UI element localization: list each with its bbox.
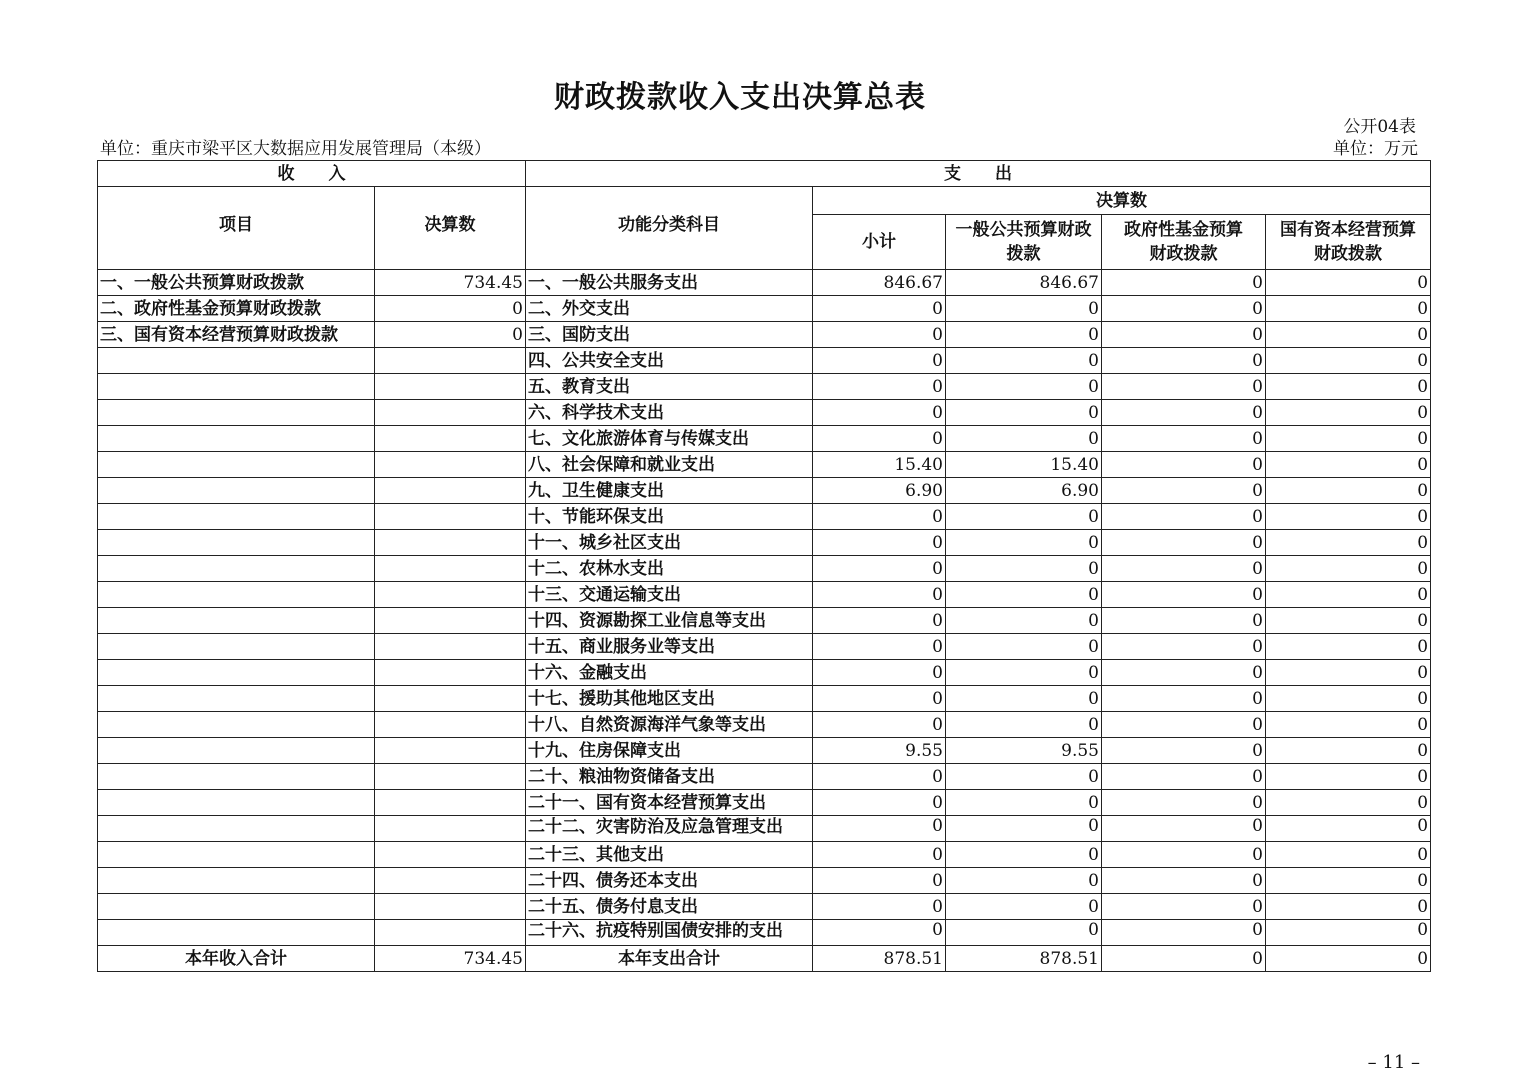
general-budget-value: 0	[946, 920, 1102, 946]
table-row	[98, 582, 1431, 608]
subtotal-value: 0	[813, 530, 946, 556]
expense-item: 十四、资源勘探工业信息等支出	[526, 608, 813, 634]
general-budget-value: 0	[946, 660, 1102, 686]
table-row	[98, 920, 1431, 946]
state-capital-value: 0	[1266, 270, 1431, 296]
income-amount	[375, 686, 526, 712]
subtotal-value: 0	[813, 868, 946, 894]
gov-fund-value: 0	[1102, 374, 1266, 400]
income-item: 一、一般公共预算财政拨款	[98, 270, 375, 296]
general-budget-value: 0	[946, 530, 1102, 556]
income-amount	[375, 712, 526, 738]
table-row	[98, 608, 1431, 634]
expense-item: 十三、交通运输支出	[526, 582, 813, 608]
subtotal-value: 0	[813, 894, 946, 920]
table-row	[98, 322, 1431, 348]
table-row	[98, 374, 1431, 400]
table-row	[98, 426, 1431, 452]
income-amount	[375, 348, 526, 374]
subtotal-value: 0	[813, 790, 946, 816]
income-amount	[375, 452, 526, 478]
item-header: 项目	[98, 187, 375, 270]
income-amount	[375, 504, 526, 530]
page-number: – 11 –	[1367, 1052, 1420, 1073]
subtotal-value: 0	[813, 634, 946, 660]
subtotal-value: 0	[813, 582, 946, 608]
expense-item: 十五、商业服务业等支出	[526, 634, 813, 660]
expense-item: 五、教育支出	[526, 374, 813, 400]
income-header: 收 入	[98, 161, 526, 187]
table-row	[98, 738, 1431, 764]
state-capital-value: 0	[1266, 348, 1431, 374]
general-budget-value: 846.67	[946, 270, 1102, 296]
state-capital-value: 0	[1266, 660, 1431, 686]
expense-total-label: 本年支出合计	[526, 946, 813, 972]
general-budget-value: 0	[946, 712, 1102, 738]
income-amount	[375, 790, 526, 816]
gov-fund-value: 0	[1102, 738, 1266, 764]
income-item	[98, 920, 375, 946]
expense-item: 九、卫生健康支出	[526, 478, 813, 504]
income-amount	[375, 426, 526, 452]
income-amount	[375, 868, 526, 894]
general-budget-value: 0	[946, 504, 1102, 530]
state-capital-value: 0	[1266, 556, 1431, 582]
subtotal-value: 0	[813, 764, 946, 790]
general-budget-value: 0	[946, 868, 1102, 894]
subtotal-value: 846.67	[813, 270, 946, 296]
subtotal-value: 0	[813, 504, 946, 530]
state-capital-value: 0	[1266, 400, 1431, 426]
subtotal-header: 小计	[813, 215, 946, 270]
general-budget-value: 0	[946, 296, 1102, 322]
general-budget-value: 0	[946, 400, 1102, 426]
expense-item: 十九、住房保障支出	[526, 738, 813, 764]
subtotal-value: 0	[813, 842, 946, 868]
expense-item: 十六、金融支出	[526, 660, 813, 686]
subtotal-value: 0	[813, 712, 946, 738]
final-amount-header: 决算数	[813, 187, 1431, 215]
table-row	[98, 868, 1431, 894]
subtotal-value: 6.90	[813, 478, 946, 504]
gov-fund-value: 0	[1102, 530, 1266, 556]
income-item	[98, 478, 375, 504]
general-budget-value: 0	[946, 816, 1102, 842]
income-item: 三、国有资本经营预算财政拨款	[98, 322, 375, 348]
expense-item: 四、公共安全支出	[526, 348, 813, 374]
income-item	[98, 608, 375, 634]
state-capital-value: 0	[1266, 842, 1431, 868]
gov-fund-value: 0	[1102, 270, 1266, 296]
table-row	[98, 634, 1431, 660]
subtotal-value: 0	[813, 348, 946, 374]
income-item	[98, 816, 375, 842]
income-item	[98, 530, 375, 556]
expense-total-general: 878.51	[946, 946, 1102, 972]
table-row	[98, 894, 1431, 920]
income-item	[98, 426, 375, 452]
general-budget-value: 0	[946, 764, 1102, 790]
gov-fund-value: 0	[1102, 816, 1266, 842]
income-item	[98, 556, 375, 582]
income-item	[98, 504, 375, 530]
general-budget-value: 0	[946, 634, 1102, 660]
table-row	[98, 790, 1431, 816]
expense-item: 一、一般公共服务支出	[526, 270, 813, 296]
function-subject-header: 功能分类科目	[526, 187, 813, 270]
expense-header: 支 出	[526, 161, 1431, 187]
gov-fund-value: 0	[1102, 686, 1266, 712]
income-item	[98, 452, 375, 478]
general-budget-value: 0	[946, 894, 1102, 920]
state-capital-value: 0	[1266, 764, 1431, 790]
income-amount	[375, 582, 526, 608]
state-capital-value: 0	[1266, 322, 1431, 348]
gov-fund-value: 0	[1102, 582, 1266, 608]
gov-fund-value: 0	[1102, 400, 1266, 426]
expense-item: 二十二、灾害防治及应急管理支出	[526, 816, 813, 842]
expense-item: 二十五、债务付息支出	[526, 894, 813, 920]
general-budget-value: 0	[946, 322, 1102, 348]
gov-fund-value: 0	[1102, 790, 1266, 816]
income-item	[98, 660, 375, 686]
state-capital-value: 0	[1266, 504, 1431, 530]
income-item	[98, 582, 375, 608]
expense-item: 二十、粮油物资储备支出	[526, 764, 813, 790]
table-row	[98, 686, 1431, 712]
expense-item: 七、文化旅游体育与传媒支出	[526, 426, 813, 452]
table-row	[98, 270, 1431, 296]
table-row	[98, 764, 1431, 790]
general-budget-value: 9.55	[946, 738, 1102, 764]
gov-fund-header: 政府性基金预算财政拨款	[1102, 215, 1266, 270]
expense-item: 六、科学技术支出	[526, 400, 813, 426]
table-row	[98, 660, 1431, 686]
subtotal-value: 0	[813, 296, 946, 322]
expense-item: 十二、农林水支出	[526, 556, 813, 582]
gov-fund-value: 0	[1102, 608, 1266, 634]
state-capital-value: 0	[1266, 608, 1431, 634]
expense-item: 十七、援助其他地区支出	[526, 686, 813, 712]
state-capital-value: 0	[1266, 686, 1431, 712]
table-row	[98, 348, 1431, 374]
income-item	[98, 348, 375, 374]
state-capital-value: 0	[1266, 712, 1431, 738]
amount-header: 决算数	[375, 187, 526, 270]
income-amount: 0	[375, 296, 526, 322]
gov-fund-value: 0	[1102, 634, 1266, 660]
income-item	[98, 686, 375, 712]
gov-fund-value: 0	[1102, 556, 1266, 582]
income-item	[98, 400, 375, 426]
subtotal-value: 0	[813, 920, 946, 946]
subtotal-value: 0	[813, 816, 946, 842]
header-row-1	[98, 161, 1431, 187]
currency-unit: 单位：万元	[1333, 139, 1418, 159]
gov-fund-value: 0	[1102, 296, 1266, 322]
gov-fund-value: 0	[1102, 894, 1266, 920]
gov-fund-value: 0	[1102, 920, 1266, 946]
general-budget-value: 0	[946, 556, 1102, 582]
income-amount	[375, 478, 526, 504]
table-row	[98, 504, 1431, 530]
state-capital-value: 0	[1266, 790, 1431, 816]
general-budget-value: 0	[946, 842, 1102, 868]
subtotal-value: 0	[813, 374, 946, 400]
income-amount	[375, 764, 526, 790]
totals-row	[98, 946, 1431, 972]
expense-item: 二十一、国有资本经营预算支出	[526, 790, 813, 816]
income-item	[98, 868, 375, 894]
state-capital-value: 0	[1266, 452, 1431, 478]
income-amount	[375, 634, 526, 660]
page-title: 财政拨款收入支出决算总表	[554, 80, 926, 115]
table-row	[98, 842, 1431, 868]
general-budget-value: 0	[946, 348, 1102, 374]
general-budget-header: 一般公共预算财政拨款	[946, 215, 1102, 270]
income-amount	[375, 842, 526, 868]
gov-fund-value: 0	[1102, 452, 1266, 478]
income-item	[98, 764, 375, 790]
expense-item: 二十四、债务还本支出	[526, 868, 813, 894]
income-total-amount: 734.45	[375, 946, 526, 972]
income-amount	[375, 374, 526, 400]
expense-item: 十、节能环保支出	[526, 504, 813, 530]
income-amount	[375, 530, 526, 556]
income-item	[98, 374, 375, 400]
header-row-2	[98, 187, 1431, 215]
general-budget-value: 6.90	[946, 478, 1102, 504]
income-amount	[375, 920, 526, 946]
gov-fund-value: 0	[1102, 504, 1266, 530]
table-row	[98, 530, 1431, 556]
table-row	[98, 556, 1431, 582]
state-capital-value: 0	[1266, 296, 1431, 322]
income-total-label: 本年收入合计	[98, 946, 375, 972]
expense-item: 二十三、其他支出	[526, 842, 813, 868]
expense-total-subtotal: 878.51	[813, 946, 946, 972]
income-item	[98, 738, 375, 764]
general-budget-value: 0	[946, 608, 1102, 634]
gov-fund-value: 0	[1102, 712, 1266, 738]
gov-fund-value: 0	[1102, 322, 1266, 348]
table-row	[98, 478, 1431, 504]
table-row	[98, 452, 1431, 478]
table-row	[98, 296, 1431, 322]
state-capital-value: 0	[1266, 582, 1431, 608]
income-item: 二、政府性基金预算财政拨款	[98, 296, 375, 322]
income-amount	[375, 556, 526, 582]
table-body	[98, 270, 1431, 946]
state-capital-value: 0	[1266, 816, 1431, 842]
expense-item: 八、社会保障和就业支出	[526, 452, 813, 478]
income-amount: 734.45	[375, 270, 526, 296]
general-budget-value: 0	[946, 686, 1102, 712]
state-capital-value: 0	[1266, 426, 1431, 452]
income-amount: 0	[375, 322, 526, 348]
expense-item: 十八、自然资源海洋气象等支出	[526, 712, 813, 738]
income-amount	[375, 894, 526, 920]
form-number: 公开04表	[1343, 117, 1416, 137]
reporting-unit: 单位：重庆市梁平区大数据应用发展管理局（本级）	[100, 139, 491, 159]
expense-total-gov-fund: 0	[1102, 946, 1266, 972]
state-capital-value: 0	[1266, 868, 1431, 894]
gov-fund-value: 0	[1102, 478, 1266, 504]
expense-item: 二、外交支出	[526, 296, 813, 322]
appropriation-table	[97, 160, 1431, 972]
income-amount	[375, 660, 526, 686]
gov-fund-value: 0	[1102, 868, 1266, 894]
state-capital-value: 0	[1266, 374, 1431, 400]
state-capital-value: 0	[1266, 920, 1431, 946]
subtotal-value: 15.40	[813, 452, 946, 478]
income-amount	[375, 400, 526, 426]
state-capital-header: 国有资本经营预算财政拨款	[1266, 215, 1431, 270]
subtotal-value: 0	[813, 608, 946, 634]
subtotal-value: 0	[813, 686, 946, 712]
state-capital-value: 0	[1266, 894, 1431, 920]
income-item	[98, 790, 375, 816]
expense-total-state-capital: 0	[1266, 946, 1431, 972]
gov-fund-value: 0	[1102, 660, 1266, 686]
state-capital-value: 0	[1266, 478, 1431, 504]
general-budget-value: 0	[946, 790, 1102, 816]
general-budget-value: 0	[946, 582, 1102, 608]
subtotal-value: 0	[813, 556, 946, 582]
income-item	[98, 634, 375, 660]
income-item	[98, 712, 375, 738]
subtotal-value: 0	[813, 400, 946, 426]
gov-fund-value: 0	[1102, 842, 1266, 868]
gov-fund-value: 0	[1102, 426, 1266, 452]
income-amount	[375, 608, 526, 634]
subtotal-value: 0	[813, 322, 946, 348]
state-capital-value: 0	[1266, 530, 1431, 556]
gov-fund-value: 0	[1102, 764, 1266, 790]
general-budget-value: 15.40	[946, 452, 1102, 478]
gov-fund-value: 0	[1102, 348, 1266, 374]
general-budget-value: 0	[946, 426, 1102, 452]
state-capital-value: 0	[1266, 738, 1431, 764]
table-row	[98, 816, 1431, 842]
income-item	[98, 894, 375, 920]
expense-item: 三、国防支出	[526, 322, 813, 348]
income-item	[98, 842, 375, 868]
income-amount	[375, 816, 526, 842]
expense-item: 二十六、抗疫特别国债安排的支出	[526, 920, 813, 946]
subtotal-value: 9.55	[813, 738, 946, 764]
income-amount	[375, 738, 526, 764]
table-row	[98, 400, 1431, 426]
expense-item: 十一、城乡社区支出	[526, 530, 813, 556]
state-capital-value: 0	[1266, 634, 1431, 660]
table-row	[98, 712, 1431, 738]
general-budget-value: 0	[946, 374, 1102, 400]
subtotal-value: 0	[813, 426, 946, 452]
subtotal-value: 0	[813, 660, 946, 686]
